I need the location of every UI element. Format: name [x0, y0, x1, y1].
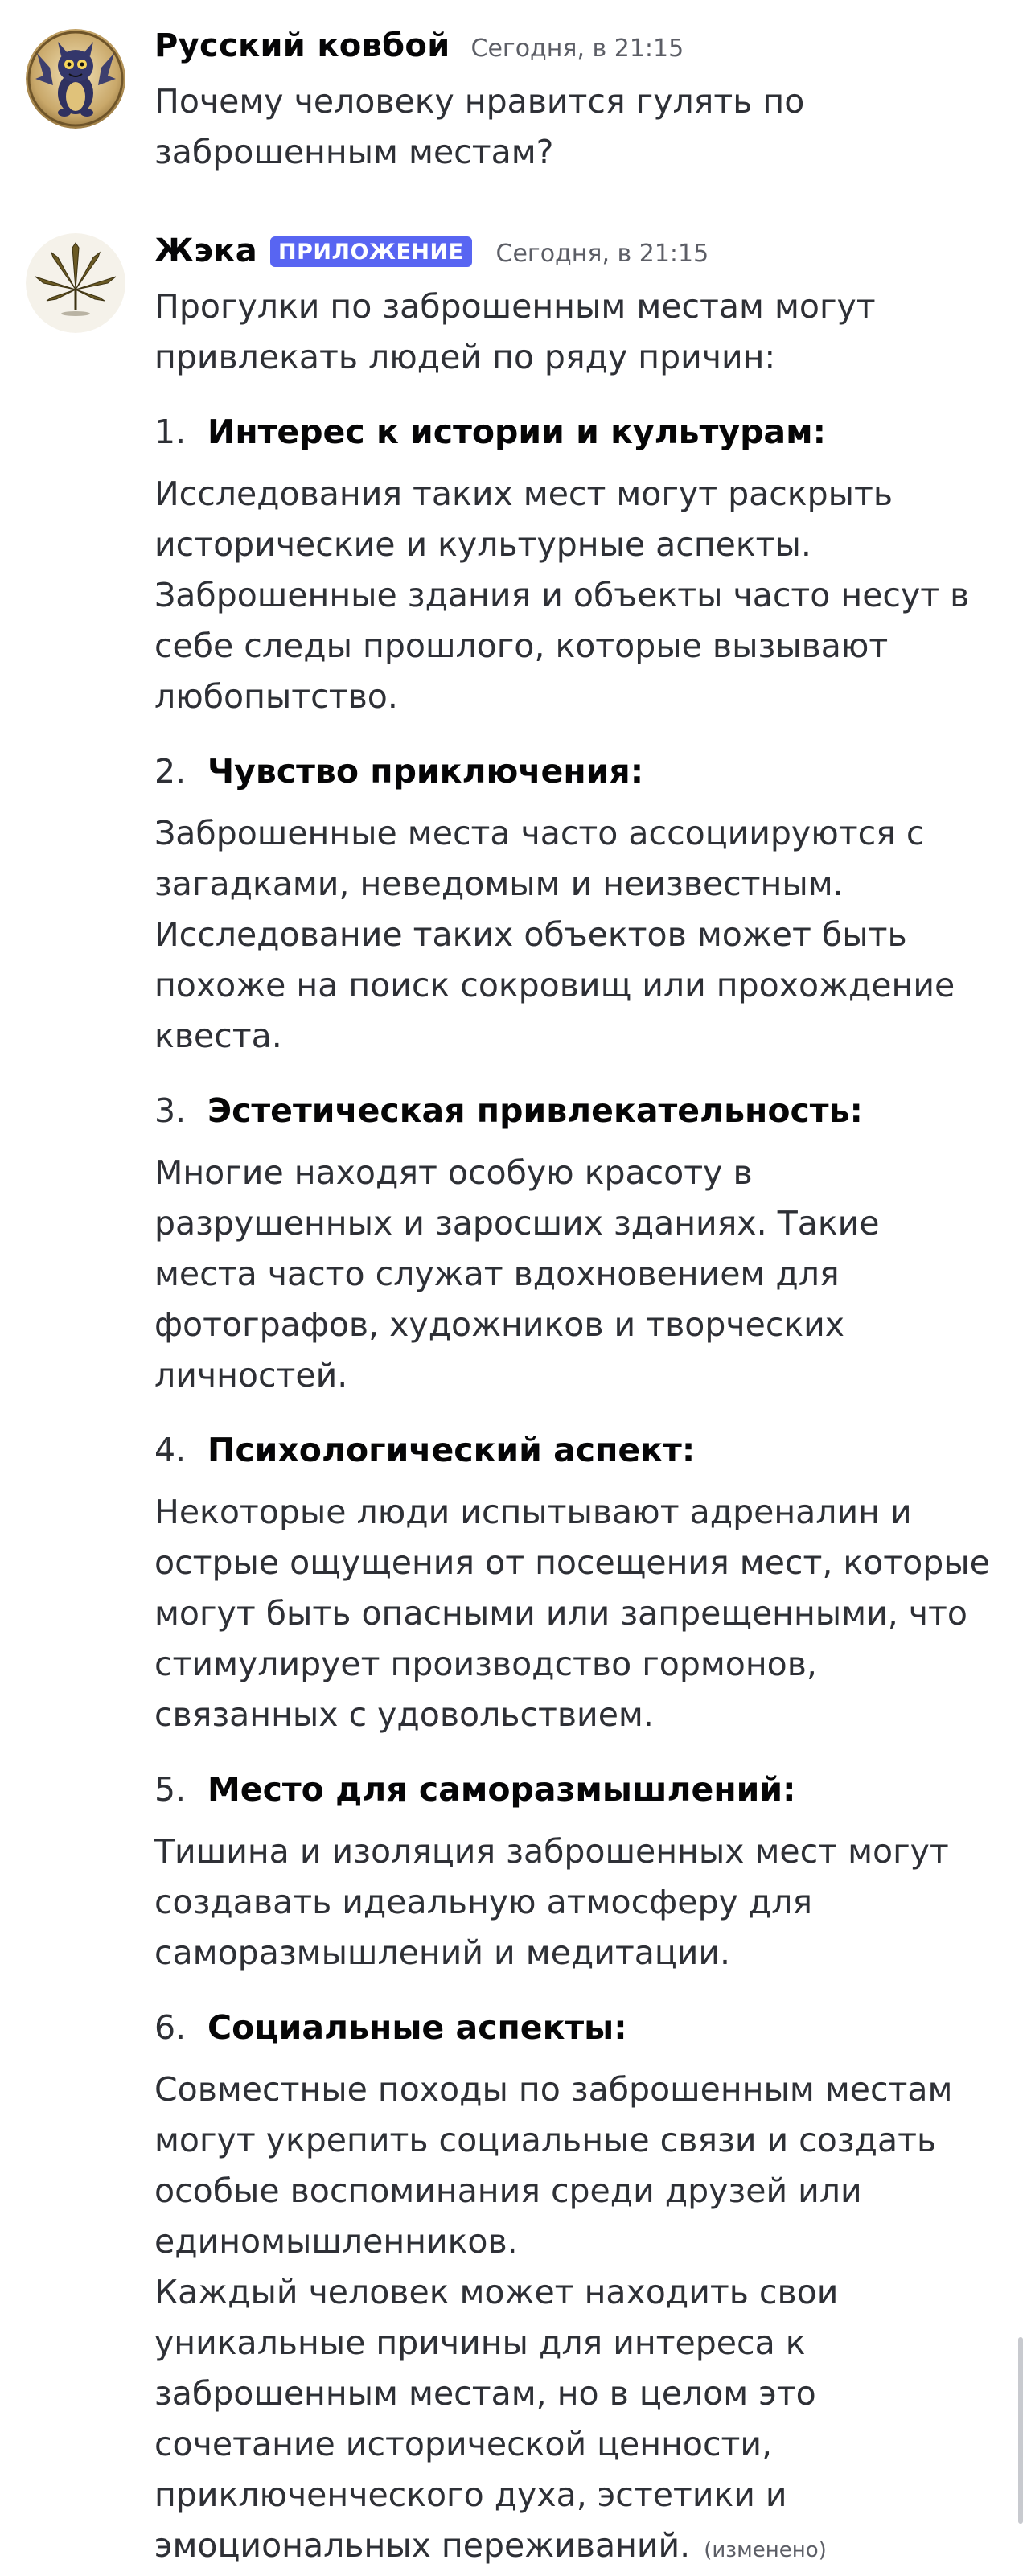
list-item [154, 746, 991, 1062]
scrollbar-thumb[interactable] [1018, 2337, 1023, 2524]
list-item-heading [154, 407, 991, 458]
list-item-heading [154, 746, 991, 797]
list-title: Интерес к истории и культурам: [207, 413, 827, 451]
dragon-avatar-icon [26, 29, 125, 129]
leaf-avatar-icon [26, 233, 125, 333]
list-title: Психологический аспект: [207, 1431, 696, 1469]
message-content [154, 281, 991, 2576]
list-item-heading [154, 1086, 991, 1136]
list-number: 5. [154, 1770, 187, 1809]
list-description: Тишина и изоляция заброшенных мест могут создавать идеальную атмосферу для саморазмышлений и медитации. [154, 1832, 949, 1972]
edited-label: (изменено) [704, 2538, 827, 2562]
list-number: 6. [154, 2008, 187, 2047]
timestamp: Сегодня, в 21:15 [495, 240, 709, 268]
list-item [154, 1086, 991, 1401]
list-item-heading [154, 1425, 991, 1476]
list-item [154, 407, 991, 722]
message-header [154, 27, 684, 64]
message-conclusion [154, 2267, 991, 2576]
user-avatar[interactable] [26, 29, 125, 129]
list-number: 1. [154, 413, 187, 451]
list-description: Некоторые люди испытывают адреналин и острые ощущения от посещения мест, которые могут быть опасными или запрещенными, что стимулирует производство гормонов, связанных с удовольствием. [154, 1493, 990, 1734]
list-number: 4. [154, 1431, 187, 1469]
message-content [154, 76, 991, 178]
list-item-heading [154, 1765, 991, 1815]
conclusion-text: Каждый человек может находить свои уникальные причины для интереса к заброшенным местам, но в целом это сочетание исторической ценности, приключенческого духа, эстетики и эмоциональных переживаний. [154, 2273, 839, 2565]
message-intro: Прогулки по заброшенным местам могут привлекать людей по ряду причин: [154, 287, 876, 376]
message-header [154, 232, 709, 269]
list-description: Исследования таких мест могут раскрыть исторические и культурные аспекты. Заброшенные здания и объекты часто несут в себе следы прошлого, которые вызывают любопытство. [154, 475, 970, 716]
timestamp: Сегодня, в 21:15 [470, 35, 684, 63]
bot-avatar[interactable] [26, 233, 125, 333]
list-description: Многие находят особую красоту в разрушенных и заросших зданиях. Такие места часто служат вдохновением для фотографов, художников и творческих личностей. [154, 1153, 880, 1395]
username[interactable]: Жэка [154, 232, 258, 269]
list-title: Место для саморазмышлений: [207, 1770, 796, 1809]
message-text: Почему человеку нравится гулять по заброшенным местам? [154, 82, 805, 171]
list-item-heading [154, 2003, 991, 2053]
list-title: Эстетическая привлекательность: [207, 1091, 863, 1130]
list-item [154, 2003, 991, 2267]
list-description: Заброшенные места часто ассоциируются с загадками, неведомым и неизвестным. Исследование таких объектов может быть похоже на поиск сокровищ или прохождение квеста. [154, 814, 955, 1055]
list-description: Совместные походы по заброшенным местам могут укрепить социальные связи и создать особые воспоминания среди друзей или единомышленников. [154, 2070, 953, 2261]
list-number: 3. [154, 1091, 187, 1130]
username[interactable]: Русский ковбой [154, 27, 450, 64]
list-item [154, 1765, 991, 1978]
list-item [154, 1425, 991, 1740]
list-title: Чувство приключения: [207, 752, 644, 791]
list-number: 2. [154, 752, 187, 791]
app-badge: ПРИЛОЖЕНИЕ [270, 236, 472, 267]
list-title: Социальные аспекты: [207, 2008, 627, 2047]
